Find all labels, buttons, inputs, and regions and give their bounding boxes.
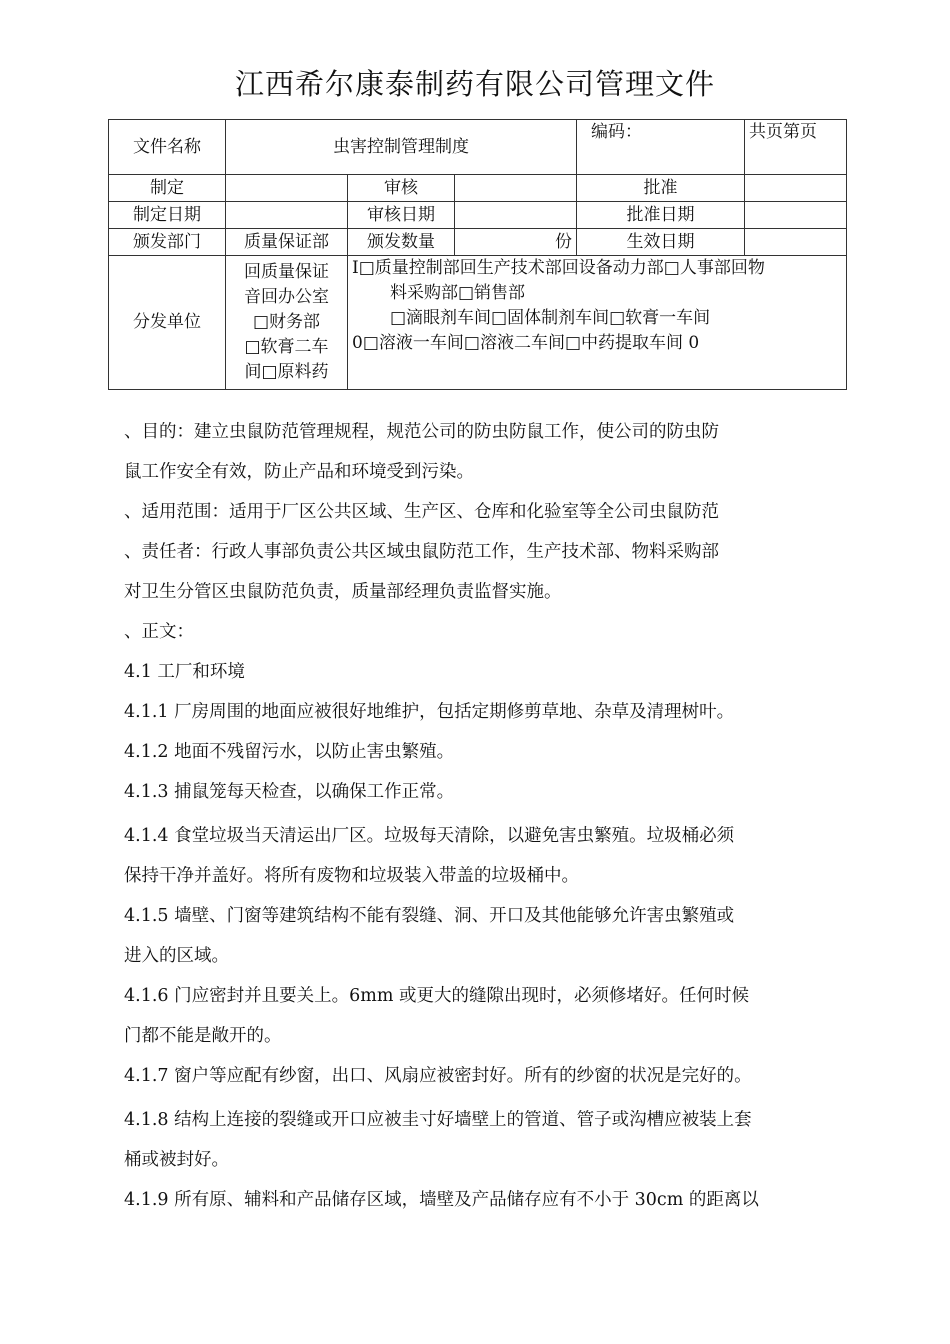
make-date-value	[226, 202, 348, 229]
dist-units-left	[226, 256, 348, 390]
dist-units-right	[348, 256, 847, 390]
clause-line: 4.1.1 厂房周围的地面应被很好地维护，包括定期修剪草地、杂草及清理树叶。	[124, 702, 735, 722]
make-date-label: 制定日期	[109, 202, 226, 229]
pages-label: 共页第页	[745, 120, 847, 175]
dist-left-line: □软膏二车	[244, 337, 329, 357]
dist-right-line: 0□溶液一车间□溶液二车间□中药提取车间 0	[352, 333, 700, 353]
dist-left-line: 音回办公室	[244, 287, 329, 307]
clause-line: 桶或被封好。	[124, 1150, 229, 1170]
make-value	[226, 175, 348, 202]
effective-date-label: 生效日期	[577, 229, 745, 256]
responsibility-line: 、责任者：行政人事部负责公共区域虫鼠防范工作，生产技术部、物料采购部	[124, 542, 719, 562]
clause-line: 门都不能是敞开的。	[124, 1026, 282, 1046]
code-label: 编码：	[577, 120, 745, 175]
review-date-value	[455, 202, 577, 229]
approve-value	[745, 175, 847, 202]
make-label: 制定	[109, 175, 226, 202]
clause-line: 4.1.9 所有原、辅料和产品储存区域，墙壁及产品储存应有不小于 30cm 的距离以	[124, 1190, 759, 1210]
section-heading: 4.1 工厂和环境	[124, 662, 245, 682]
page-title: 江西希尔康泰制药有限公司管理文件	[234, 67, 715, 101]
document-body	[124, 412, 844, 1220]
dist-left-line: 间□原料药	[244, 362, 329, 382]
responsibility-line: 对卫生分管区虫鼠防范负责，质量部经理负责监督实施。	[124, 582, 562, 602]
purpose-line: 鼠工作安全有效，防止产品和环境受到污染。	[124, 462, 474, 482]
clause-line: 4.1.4 食堂垃圾当天清运出厂区。垃圾每天清除，以避免害虫繁殖。垃圾桶必须	[124, 826, 735, 846]
approve-label: 批准	[577, 175, 745, 202]
issue-qty-label: 颁发数量	[348, 229, 455, 256]
clause-line: 4.1.5 墙壁、门窗等建筑结构不能有裂缝、洞、开口及其他能够允许害虫繁殖或	[124, 906, 735, 926]
clause-line: 保持干净并盖好。将所有废物和垃圾装入带盖的垃圾桶中。	[124, 866, 579, 886]
issue-dept-label: 颁发部门	[109, 229, 226, 256]
clause-line: 4.1.2 地面不残留污水，以防止害虫繁殖。	[124, 742, 455, 762]
main-text-heading: 、正文：	[124, 622, 194, 642]
issue-qty-unit: 份	[455, 229, 577, 256]
clause-line: 4.1.6 门应密封并且要关上。6mm 或更大的缝隙出现时，必须修堵好。任何时候	[124, 986, 749, 1006]
approve-date-label: 批准日期	[577, 202, 745, 229]
clause-line: 4.1.3 捕鼠笼每天检查，以确保工作正常。	[124, 782, 455, 802]
approve-date-value	[745, 202, 847, 229]
clause-line: 4.1.7 窗户等应配有纱窗，出口、风扇应被密封好。所有的纱窗的状况是完好的。	[124, 1066, 752, 1086]
clause-line: 进入的区域。	[124, 946, 229, 966]
scope-line: 、适用范围：适用于厂区公共区域、生产区、仓库和化验室等全公司虫鼠防范	[124, 502, 719, 522]
clause-line: 4.1.8 结构上连接的裂缝或开口应被圭寸好墙壁上的管道、管子或沟槽应被装上套	[124, 1110, 752, 1130]
review-value	[455, 175, 577, 202]
dist-left-line: □财务部	[252, 312, 321, 332]
dist-right-line: I□质量控制部回生产技术部回设备动力部□人事部回物	[352, 258, 765, 278]
dist-label: 分发单位	[109, 256, 226, 390]
purpose-line: 、目的：建立虫鼠防范管理规程，规范公司的防虫防鼠工作，使公司的防虫防	[124, 422, 719, 442]
doc-name-value: 虫害控制管理制度	[226, 120, 577, 175]
dist-left-line: 回质量保证	[244, 262, 329, 282]
review-label: 审核	[348, 175, 455, 202]
doc-name-label: 文件名称	[109, 120, 226, 175]
document-header-table	[108, 119, 847, 390]
dist-right-line: □滴眼剂车间□固体制剂车间□软膏一车间	[390, 308, 711, 328]
dist-right-line: 料采购部□销售部	[390, 283, 526, 303]
issue-dept-value: 质量保证部	[226, 229, 348, 256]
effective-date-value	[745, 229, 847, 256]
review-date-label: 审核日期	[348, 202, 455, 229]
